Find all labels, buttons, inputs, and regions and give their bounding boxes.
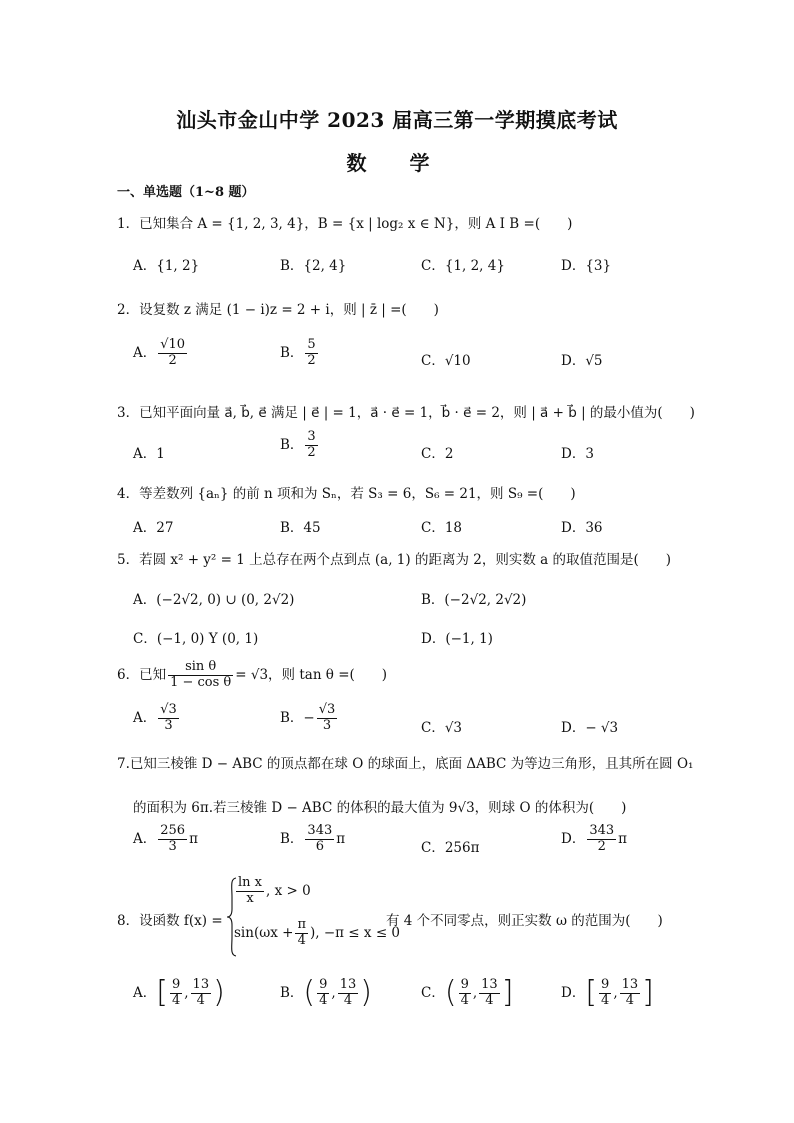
q2-option-a: A． $\frac{√10}{2}$ [133,337,186,368]
piecewise-case-1: $\frac{\text{ln x}}{x}$ , x > 0 [238,875,311,906]
q3-option-d: D．3 [561,446,594,462]
q5-option-d: D．(−1, 1) [421,631,493,647]
question-3: 3．已知平面向量 a⃗, b⃗, e⃗ 满足 | e⃗ | = 1，a⃗ · e⃗ = 1，b⃗ · e⃗ = 2，则 | a⃗ + b⃗ | 的最小值为( ) [117,405,695,421]
question-4: 4．等差数列 {aₙ} 的前 n 项和为 Sₙ，若 S₃ = 6，S₆ = 21，则 S₉ =( ) [117,486,576,502]
question-7-line-1: 7.已知三棱锥 D − ABC 的顶点都在球 O 的球面上，底面 ΔABC 为等边三角形，且其所在圆 O₁ [117,756,694,772]
q8-option-c: C．( $\frac{9}{4}$ , $\frac{13}{4}$ ] [421,975,514,1011]
q2-option-c: C．√10 [421,353,471,369]
q2-option-b: B． $\frac{5}{2}$ [280,337,316,368]
q1-option-a: A．{1, 2} [133,258,200,274]
q7-option-a: A． $\frac{256}{3}$ π [133,823,198,854]
page-subtitle: 数 学 [346,151,448,175]
q3-option-c: C．2 [421,446,454,462]
q1-option-d: D．{3} [561,258,612,274]
question-8-suffix: 有 4 个不同零点，则正实数 ω 的范围为( ) [386,913,663,929]
q4-option-a: A．27 [133,520,174,536]
q8-option-d: D．[ $\frac{9}{4}$ , $\frac{13}{4}$ ] [561,975,654,1011]
q5-option-c: C．(−1, 0) Y (0, 1) [133,631,259,647]
q6-option-c: C．√3 [421,720,463,736]
question-5: 5．若圆 x² + y² = 1 上总存在两个点到点 (a, 1) 的距离为 2，则实数 a 的取值范围是( ) [117,552,671,568]
page-title: 汕头市金山中学 2023 届高三第一学期摸底考试 [176,108,618,132]
q6-option-b: B．− $\frac{√3}{3}$ [280,702,336,733]
q4-option-c: C．18 [421,520,463,536]
question-7-line-2: 的面积为 6π.若三棱锥 D − ABC 的体积的最大值为 9√3，则球 O 的体积为( ) [133,800,627,816]
q1-option-c: C．{1, 2, 4} [421,258,505,274]
q6-option-d: D．− √3 [561,720,619,736]
q3-option-b: B． $\frac{3}{2}$ [280,429,316,460]
q8-option-b: B．( $\frac{9}{4}$ , $\frac{13}{4}$ ) [280,975,372,1011]
q3-option-a: A．1 [133,446,165,462]
section-heading: 一、单选题（1~8 题） [117,185,255,200]
question-1: 1．已知集合 A = {1, 2, 3, 4}，B = {x | log₂ x ∈ N}，则 A I B =( ) [117,216,573,232]
q4-option-b: B．45 [280,520,321,536]
q5-option-b: B．(−2√2, 2√2) [421,592,527,608]
q1-option-b: B．{2, 4} [280,258,347,274]
question-6: 6．已知 $\frac{\text{sin θ}}{\text{1 − cos θ}}$ = √3，则 tan θ =( ) [117,659,388,690]
piecewise-case-2: sin(ωx + $\frac{\pi}{4}$ ), −π ≤ x ≤ 0 [234,917,401,948]
q8-option-a: A．[ $\frac{9}{4}$ , $\frac{13}{4}$ ) [133,975,225,1011]
q2-option-d: D．√5 [561,353,603,369]
question-8-prefix: 8．设函数 f(x) = [117,913,223,929]
q4-option-d: D．36 [561,520,603,536]
q6-option-a: A． $\frac{√3}{3}$ [133,702,177,733]
q5-option-a: A．(−2√2, 0) ∪ (0, 2√2) [133,592,295,608]
question-2: 2．设复数 z 满足 (1 − i)z = 2 + i，则 | z̄ | =( ) [117,302,439,318]
q7-option-c: C．256π [421,840,480,856]
q7-option-d: D． $\frac{343}{2}$ π [561,823,628,854]
q7-option-b: B． $\frac{343}{6}$ π [280,823,346,854]
